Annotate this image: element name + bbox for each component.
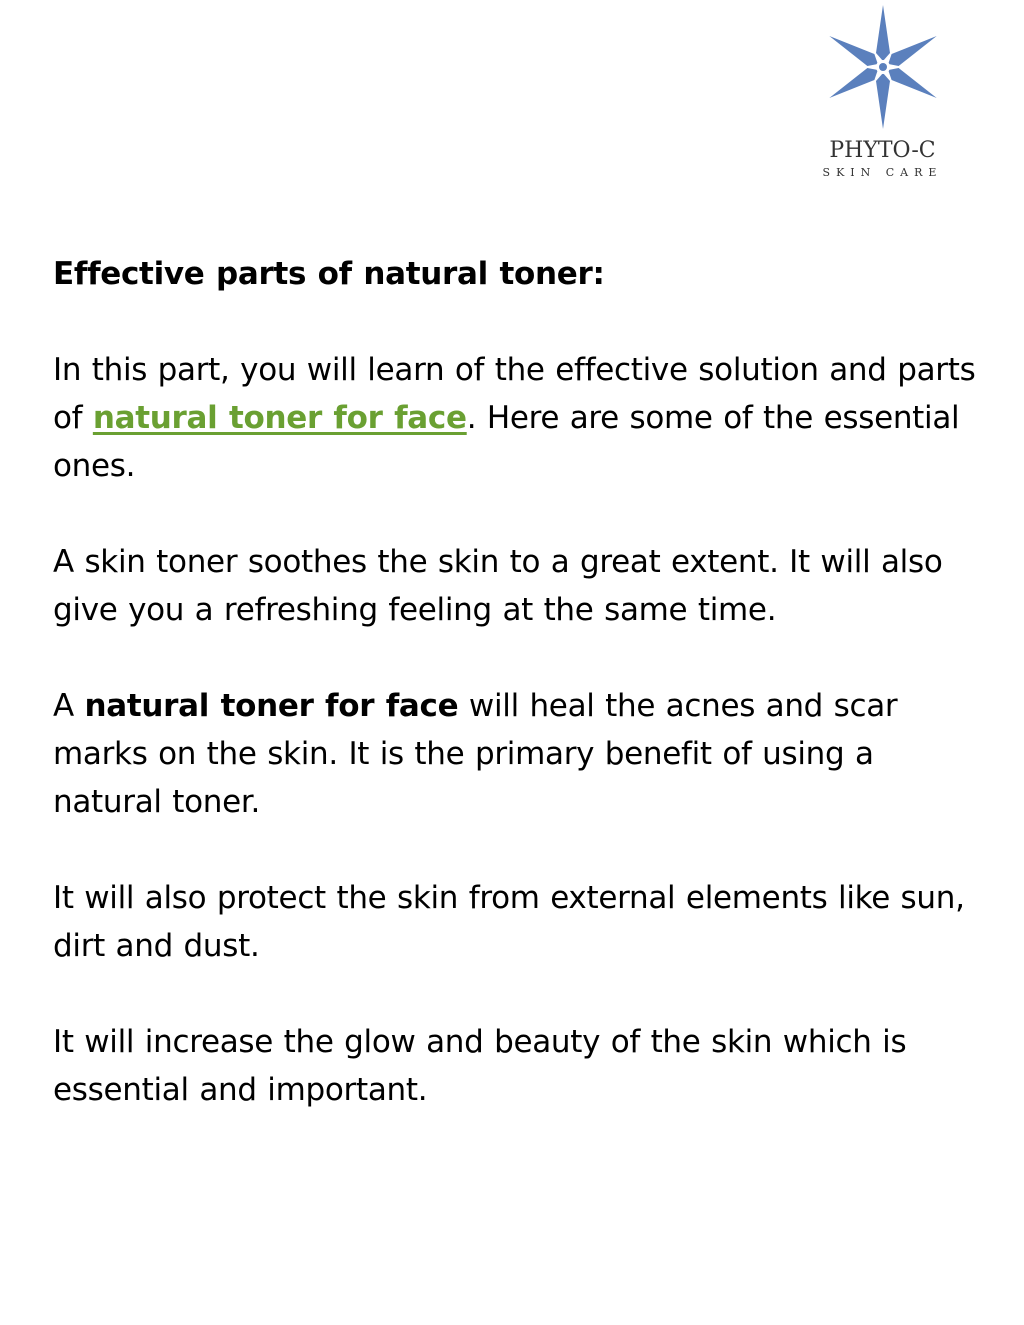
brand-subtitle: SKIN CARE	[822, 166, 943, 179]
brand-logo	[815, 2, 950, 184]
paragraph-soothes: A skin toner soothes the skin to a great extent. It will also give you a refreshing feeling at the same time.	[53, 544, 943, 628]
natural-toner-link[interactable]: natural toner for face	[92, 400, 467, 436]
section-heading: Effective parts of natural toner:	[53, 256, 605, 292]
document-body	[53, 250, 983, 1162]
heal-bold-phrase: natural toner for face	[84, 688, 459, 724]
paragraph-glow: It will increase the glow and beauty of the skin which is essential and important.	[53, 1024, 907, 1108]
heal-text-before-bold: A	[53, 688, 85, 724]
heal-text-after-bold: will heal the acnes and scar marks on the skin. It is the primary benefit of using a natural toner.	[53, 688, 898, 820]
intro-text-after-link: . Here are some of the essential ones.	[53, 400, 960, 484]
six-point-star-icon	[821, 2, 946, 132]
paragraph-protect: It will also protect the skin from external elements like sun, dirt and dust.	[53, 880, 965, 964]
intro-text-before-link: In this part, you will learn of the effective solution and parts of	[53, 352, 976, 436]
brand-name: PHYTO-C	[829, 138, 936, 163]
paragraph-heal	[53, 682, 983, 826]
paragraph-intro	[53, 346, 983, 490]
